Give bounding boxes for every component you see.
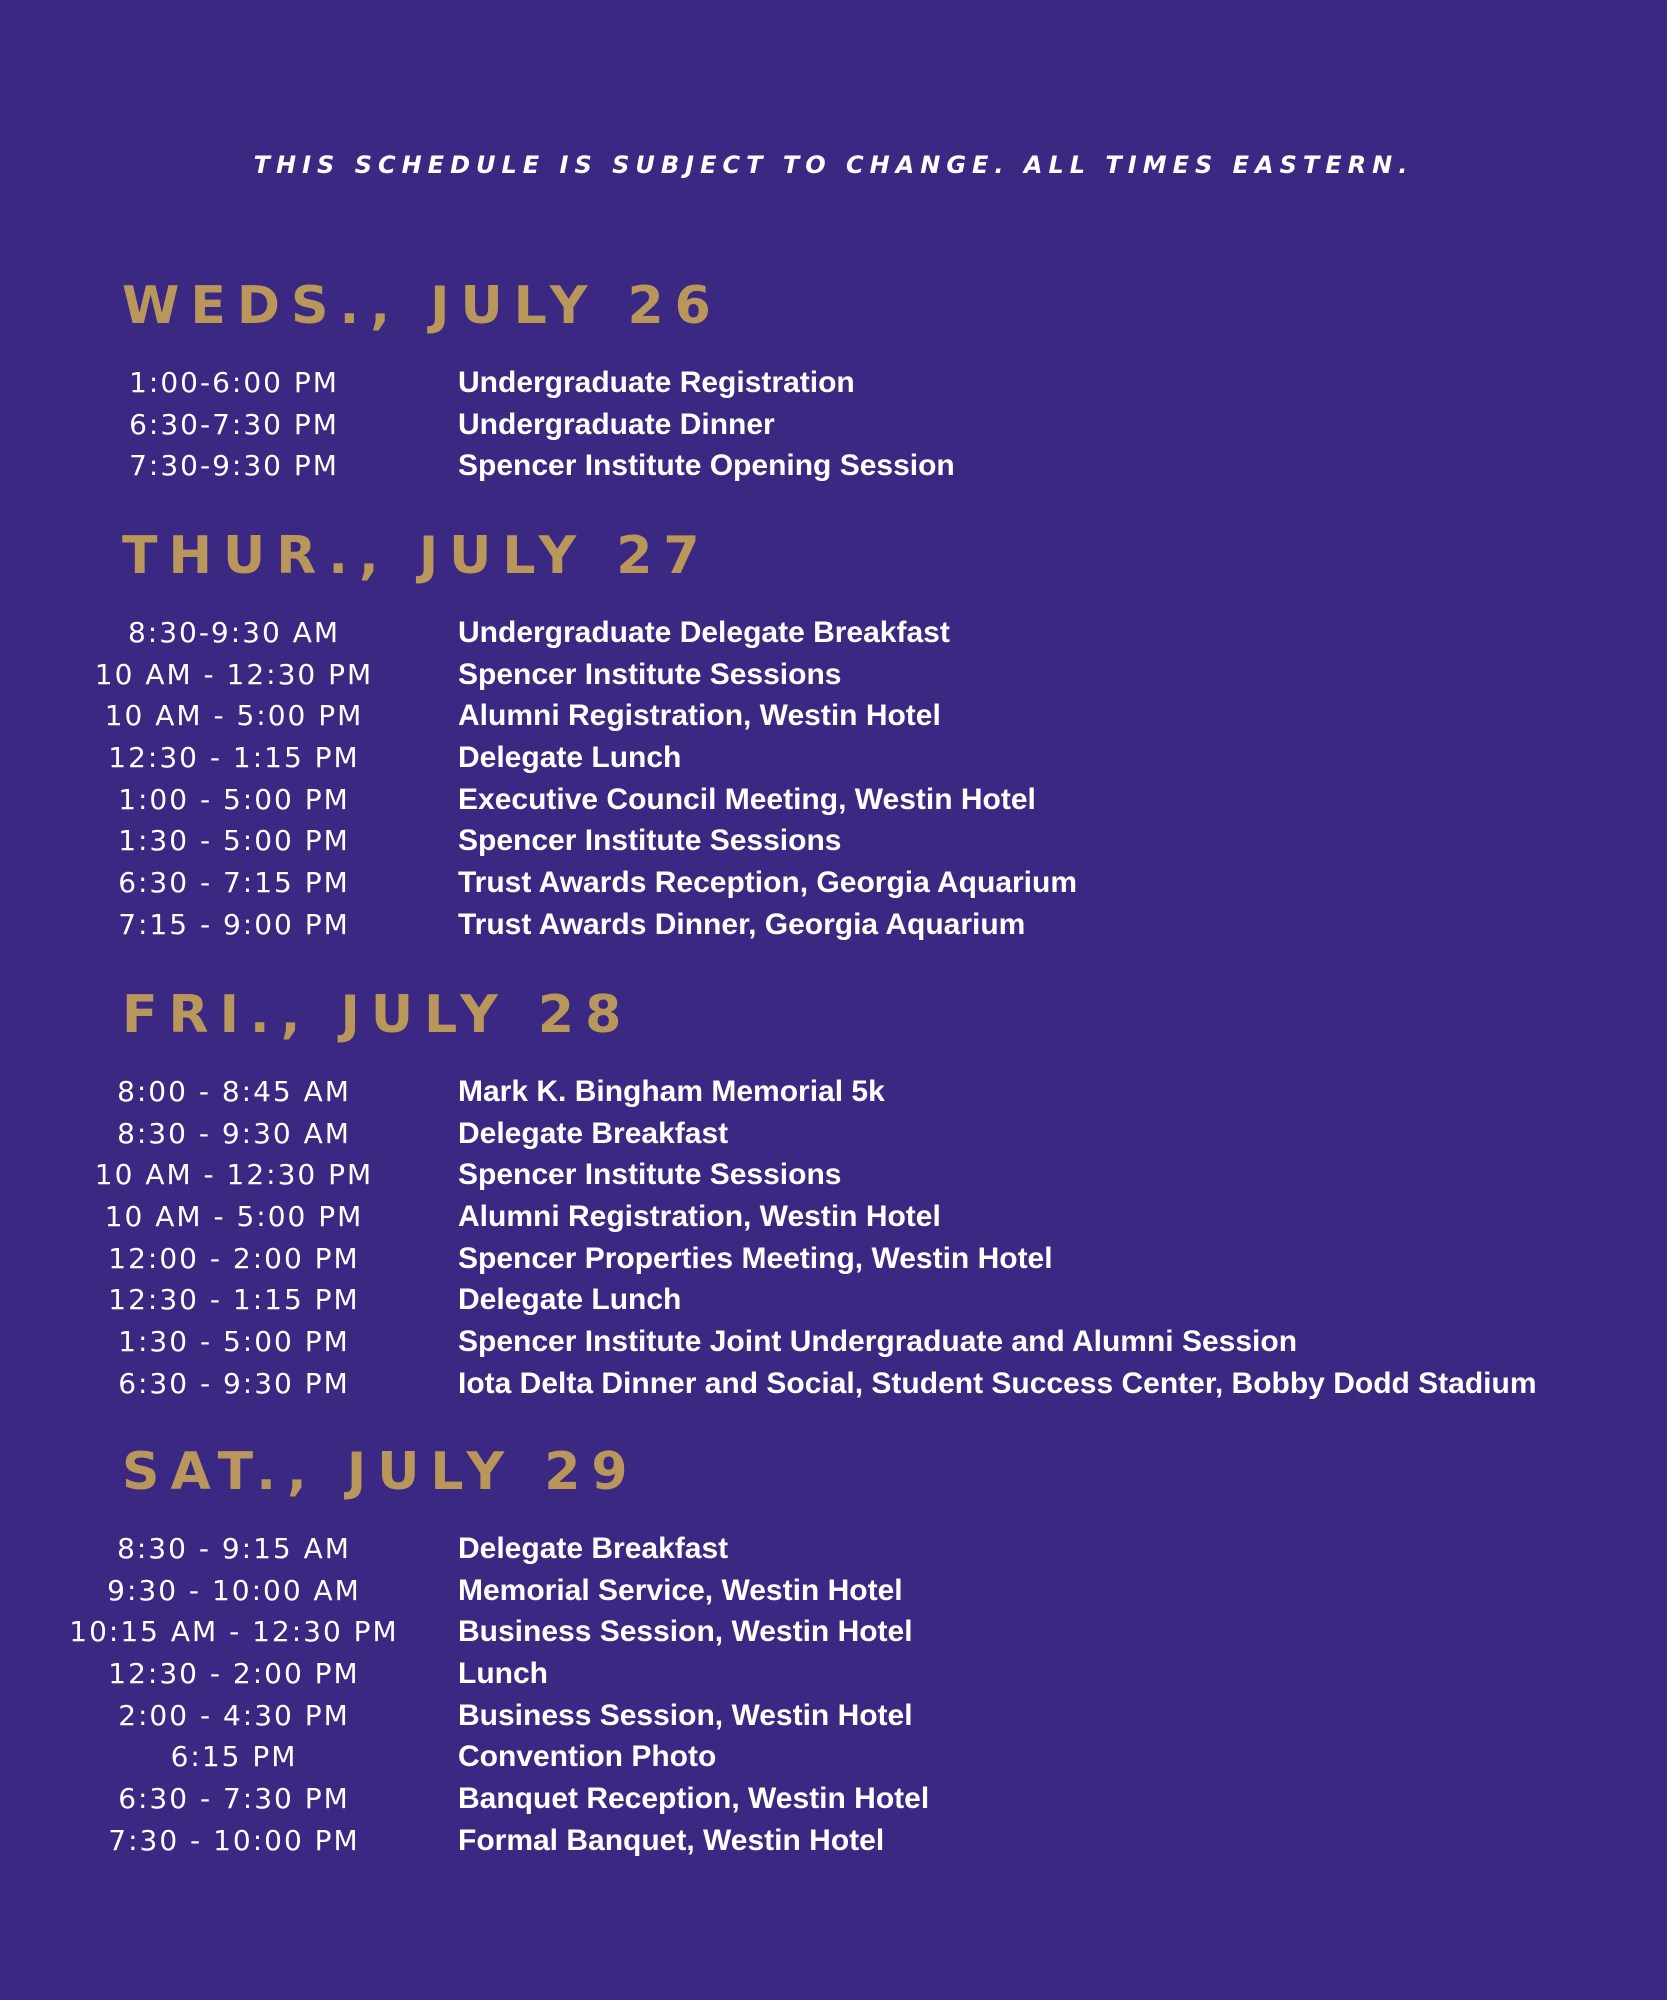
event-list xyxy=(0,362,1667,487)
event-name: Spencer Institute Joint Undergraduate and Alumni Session xyxy=(458,1325,1298,1359)
event-list xyxy=(0,1528,1667,1862)
event-row xyxy=(0,1528,1667,1570)
event-name: Spencer Institute Opening Session xyxy=(458,449,955,483)
event-time: 8:30-9:30 AM xyxy=(127,616,341,649)
event-row xyxy=(0,1653,1667,1695)
event-name: Convention Photo xyxy=(458,1740,717,1774)
event-row xyxy=(0,820,1667,862)
event-name: Executive Council Meeting, Westin Hotel xyxy=(458,782,1036,816)
event-name: Undergraduate Registration xyxy=(458,366,855,399)
event-name: Delegate Breakfast xyxy=(458,1116,729,1150)
event-time: 2:00 - 4:30 PM xyxy=(118,1698,350,1732)
event-row xyxy=(0,1820,1667,1862)
event-time: 8:30 - 9:15 AM xyxy=(117,1532,351,1565)
event-row xyxy=(0,612,1667,654)
event-name: Spencer Institute Sessions xyxy=(458,824,842,858)
event-time: 6:30 - 7:30 PM xyxy=(118,1782,350,1816)
event-row xyxy=(0,1279,1667,1321)
event-name: Business Session, Westin Hotel xyxy=(458,1698,913,1732)
event-time: 10 AM - 12:30 PM xyxy=(94,1158,374,1192)
event-list xyxy=(0,1071,1667,1405)
event-name: Spencer Properties Meeting, Westin Hotel xyxy=(458,1241,1053,1275)
event-name: Alumni Registration, Westin Hotel xyxy=(458,699,941,733)
event-row xyxy=(0,1695,1667,1737)
event-name: Banquet Reception, Westin Hotel xyxy=(458,1782,930,1816)
event-time: 6:30-7:30 PM xyxy=(129,407,339,441)
event-row xyxy=(0,1071,1667,1113)
event-time: 1:30 - 5:00 PM xyxy=(118,1325,350,1359)
event-name: Lunch xyxy=(458,1657,548,1691)
event-list xyxy=(0,612,1667,946)
event-row xyxy=(0,737,1667,779)
event-row xyxy=(0,654,1667,696)
event-time: 1:00 - 5:00 PM xyxy=(118,782,350,816)
event-row xyxy=(0,862,1667,904)
event-time: 6:30 - 7:15 PM xyxy=(118,866,350,900)
event-row xyxy=(0,1196,1667,1238)
event-time: 1:00-6:00 PM xyxy=(129,366,339,399)
event-name: Trust Awards Reception, Georgia Aquarium xyxy=(458,866,1078,900)
day-title: SAT., JULY 29 xyxy=(122,1442,639,1502)
event-name: Alumni Registration, Westin Hotel xyxy=(458,1200,941,1234)
event-time: 6:30 - 9:30 PM xyxy=(118,1366,350,1400)
event-time: 12:30 - 2:00 PM xyxy=(108,1657,360,1691)
event-row xyxy=(0,1238,1667,1280)
day-title: FRI., JULY 28 xyxy=(122,985,633,1045)
event-name: Memorial Service, Westin Hotel xyxy=(458,1573,903,1607)
event-name: Undergraduate Delegate Breakfast xyxy=(458,616,950,649)
event-time: 7:15 - 9:00 PM xyxy=(118,907,350,941)
event-row xyxy=(0,1570,1667,1612)
event-time: 10:15 AM - 12:30 PM xyxy=(69,1615,399,1649)
event-name: Undergraduate Dinner xyxy=(458,407,775,441)
event-time: 10 AM - 5:00 PM xyxy=(104,699,364,733)
event-time: 8:30 - 9:30 AM xyxy=(117,1116,351,1150)
event-time: 9:30 - 10:00 AM xyxy=(107,1573,361,1607)
event-name: Delegate Breakfast xyxy=(458,1532,729,1565)
event-name: Spencer Institute Sessions xyxy=(458,1158,842,1192)
event-time: 10 AM - 12:30 PM xyxy=(94,657,374,691)
day-title: THUR., JULY 27 xyxy=(122,526,711,586)
event-time: 12:30 - 1:15 PM xyxy=(108,741,360,775)
event-row xyxy=(0,1611,1667,1653)
event-time: 7:30 - 10:00 PM xyxy=(108,1823,360,1857)
event-row xyxy=(0,1778,1667,1820)
event-row xyxy=(0,1113,1667,1155)
event-name: Delegate Lunch xyxy=(458,741,682,775)
event-name: Business Session, Westin Hotel xyxy=(458,1615,913,1649)
event-row xyxy=(0,1154,1667,1196)
event-row xyxy=(0,362,1667,404)
event-name: Delegate Lunch xyxy=(458,1283,682,1317)
event-time: 7:30-9:30 PM xyxy=(129,449,339,483)
event-row xyxy=(0,1363,1667,1405)
event-time: 1:30 - 5:00 PM xyxy=(118,824,350,858)
event-name: Formal Banquet, Westin Hotel xyxy=(458,1823,885,1857)
event-row xyxy=(0,404,1667,446)
event-row xyxy=(0,904,1667,946)
event-row xyxy=(0,695,1667,737)
event-time: 6:15 PM xyxy=(170,1740,298,1774)
event-name: Iota Delta Dinner and Social, Student Success Center, Bobby Dodd Stadium xyxy=(458,1366,1537,1400)
event-row xyxy=(0,1321,1667,1363)
event-row xyxy=(0,779,1667,821)
event-name: Trust Awards Dinner, Georgia Aquarium xyxy=(458,907,1026,941)
event-row xyxy=(0,1736,1667,1778)
event-time: 8:00 - 8:45 AM xyxy=(117,1075,351,1108)
day-title: WEDS., JULY 26 xyxy=(122,276,722,336)
event-time: 12:00 - 2:00 PM xyxy=(108,1241,360,1275)
event-name: Spencer Institute Sessions xyxy=(458,657,842,691)
schedule-notice: THIS SCHEDULE IS SUBJECT TO CHANGE. ALL TIMES EASTERN. xyxy=(253,151,1414,179)
event-time: 12:30 - 1:15 PM xyxy=(108,1283,360,1317)
event-time: 10 AM - 5:00 PM xyxy=(104,1200,364,1234)
event-row xyxy=(0,445,1667,487)
event-name: Mark K. Bingham Memorial 5k xyxy=(458,1075,885,1108)
